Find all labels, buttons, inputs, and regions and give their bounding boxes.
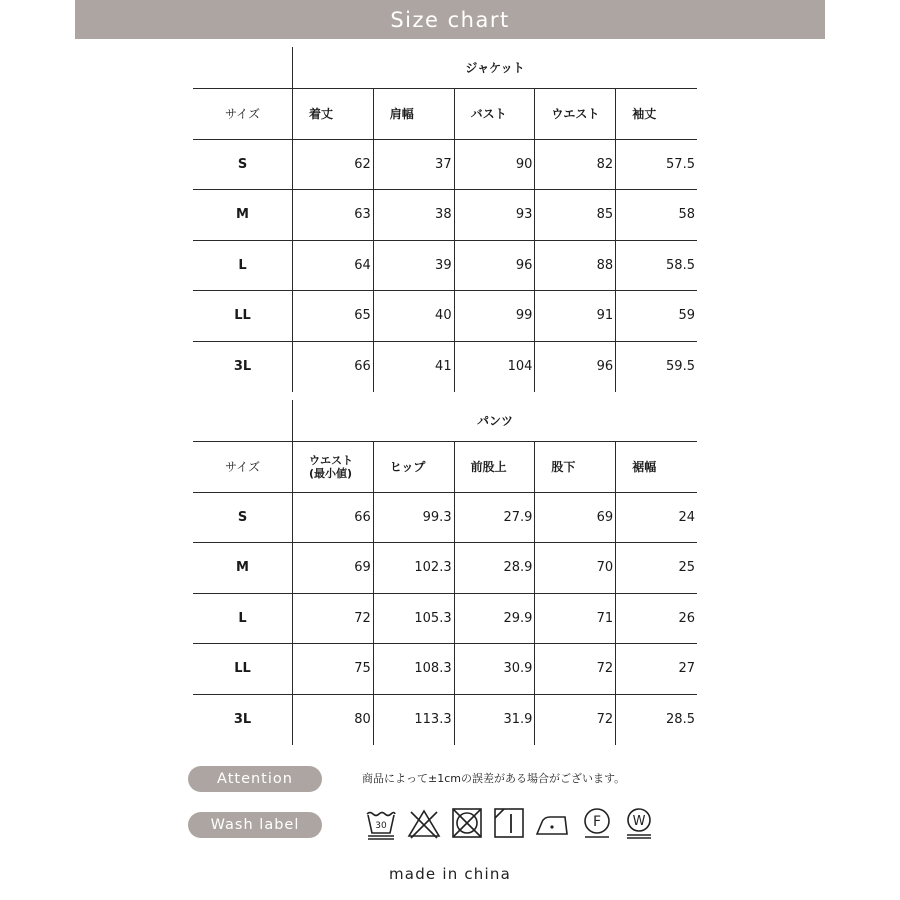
wet-clean-w-icon	[622, 806, 656, 840]
table-cell: 26	[678, 610, 695, 626]
table-row	[193, 342, 697, 393]
table-cell: 99.3	[374, 493, 455, 543]
header-sleeve: 袖丈	[632, 107, 657, 122]
size-label: S	[193, 493, 293, 543]
table-row	[193, 190, 697, 241]
table-cell: 65	[293, 291, 374, 341]
size-label: LL	[193, 644, 293, 694]
page-title: Size chart	[390, 7, 510, 32]
table-cell: 96	[535, 342, 616, 393]
table-cell: 37	[374, 140, 455, 190]
origin-text: made in china	[389, 865, 511, 883]
table-cell: 41	[374, 342, 455, 393]
table-cell: 30.9	[455, 644, 536, 694]
header-size: サイズ	[193, 89, 293, 139]
table-cell: 66	[293, 493, 374, 543]
header-waist-stack	[309, 454, 353, 480]
size-label: S	[193, 140, 293, 190]
table-cell: 27	[678, 661, 695, 677]
table-row	[193, 291, 697, 342]
size-label: M	[193, 190, 293, 240]
wash-label-badge	[188, 812, 322, 838]
table-cell: 72	[535, 644, 616, 694]
header-waist-sub: (最小値)	[309, 466, 353, 480]
attention-note: 商品によって±1cmの誤差がある場合がございます。	[362, 772, 626, 785]
header-front-rise: 前股上	[455, 442, 536, 492]
header-waist: ウエスト	[535, 89, 616, 139]
wet-clean-letter: W	[632, 814, 646, 829]
wash-tub-30-icon	[364, 806, 398, 840]
table-cell: 64	[293, 241, 374, 291]
dry-clean-f-icon	[580, 806, 614, 840]
table-cell: 70	[535, 543, 616, 593]
jacket-title: ジャケット	[465, 61, 525, 75]
header-bust: バスト	[455, 89, 536, 139]
care-icons	[364, 806, 656, 840]
size-label: L	[193, 241, 293, 291]
attention-badge	[188, 766, 322, 792]
table-cell: 27.9	[455, 493, 536, 543]
table-row	[193, 543, 697, 594]
table-cell: 25	[678, 560, 695, 576]
jacket-title-row	[193, 47, 697, 89]
header-hip: ヒップ	[374, 442, 455, 492]
table-cell: 31.9	[455, 695, 536, 746]
iron-low-icon	[534, 806, 572, 840]
table-cell: 88	[535, 241, 616, 291]
size-label: M	[193, 543, 293, 593]
table-cell: 59.5	[666, 359, 695, 375]
table-cell: 108.3	[374, 644, 455, 694]
table-cell: 59	[678, 308, 695, 324]
table-cell: 71	[535, 594, 616, 644]
dry-clean-letter: F	[592, 814, 602, 830]
header-shoulder: 肩幅	[374, 89, 455, 139]
table-cell: 102.3	[374, 543, 455, 593]
table-cell: 29.9	[455, 594, 536, 644]
jacket-header-row	[193, 89, 697, 140]
table-cell: 28.5	[666, 712, 695, 728]
table-cell: 62	[293, 140, 374, 190]
table-cell: 57.5	[666, 156, 695, 172]
pants-header-row	[193, 442, 697, 493]
hang-dry-icon	[492, 806, 526, 840]
table-cell: 105.3	[374, 594, 455, 644]
header-waist-label: ウエスト	[309, 453, 353, 467]
table-cell: 63	[293, 190, 374, 240]
table-cell: 40	[374, 291, 455, 341]
size-label: LL	[193, 291, 293, 341]
wash-label-text: Wash label	[210, 817, 300, 833]
size-chart-banner	[75, 0, 825, 39]
size-label: 3L	[193, 695, 293, 746]
table-cell: 82	[535, 140, 616, 190]
header-inseam: 股下	[535, 442, 616, 492]
table-cell: 72	[535, 695, 616, 746]
table-cell: 93	[455, 190, 536, 240]
empty-corner	[193, 400, 293, 441]
do-not-bleach-icon	[406, 806, 442, 840]
table-cell: 28.9	[455, 543, 536, 593]
table-cell: 58	[678, 207, 695, 223]
table-cell: 69	[535, 493, 616, 543]
table-row	[193, 140, 697, 191]
do-not-tumble-dry-icon	[450, 806, 484, 840]
header-waist	[293, 442, 374, 492]
pants-title: パンツ	[476, 414, 513, 428]
table-row	[193, 695, 697, 746]
header-hem-width: 裾幅	[632, 460, 657, 475]
table-cell: 80	[293, 695, 374, 746]
table-cell: 104	[455, 342, 536, 393]
size-label: 3L	[193, 342, 293, 393]
table-cell: 75	[293, 644, 374, 694]
table-cell: 91	[535, 291, 616, 341]
table-cell: 99	[455, 291, 536, 341]
table-cell: 90	[455, 140, 536, 190]
header-length: 着丈	[293, 89, 374, 139]
size-label: L	[193, 594, 293, 644]
table-cell: 96	[455, 241, 536, 291]
table-cell: 24	[678, 509, 695, 525]
table-cell: 39	[374, 241, 455, 291]
table-cell: 113.3	[374, 695, 455, 746]
table-row	[193, 644, 697, 695]
table-cell: 38	[374, 190, 455, 240]
pants-table	[193, 400, 697, 745]
empty-corner	[193, 47, 293, 88]
attention-label: Attention	[217, 771, 293, 787]
table-cell: 72	[293, 594, 374, 644]
table-row	[193, 594, 697, 645]
wash-temp: 30	[375, 821, 387, 831]
table-cell: 58.5	[666, 257, 695, 273]
header-size: サイズ	[193, 442, 293, 492]
table-row	[193, 493, 697, 544]
table-cell: 69	[293, 543, 374, 593]
pants-title-row	[193, 400, 697, 442]
table-cell: 85	[535, 190, 616, 240]
table-row	[193, 241, 697, 292]
table-cell: 66	[293, 342, 374, 393]
jacket-table	[193, 47, 697, 392]
